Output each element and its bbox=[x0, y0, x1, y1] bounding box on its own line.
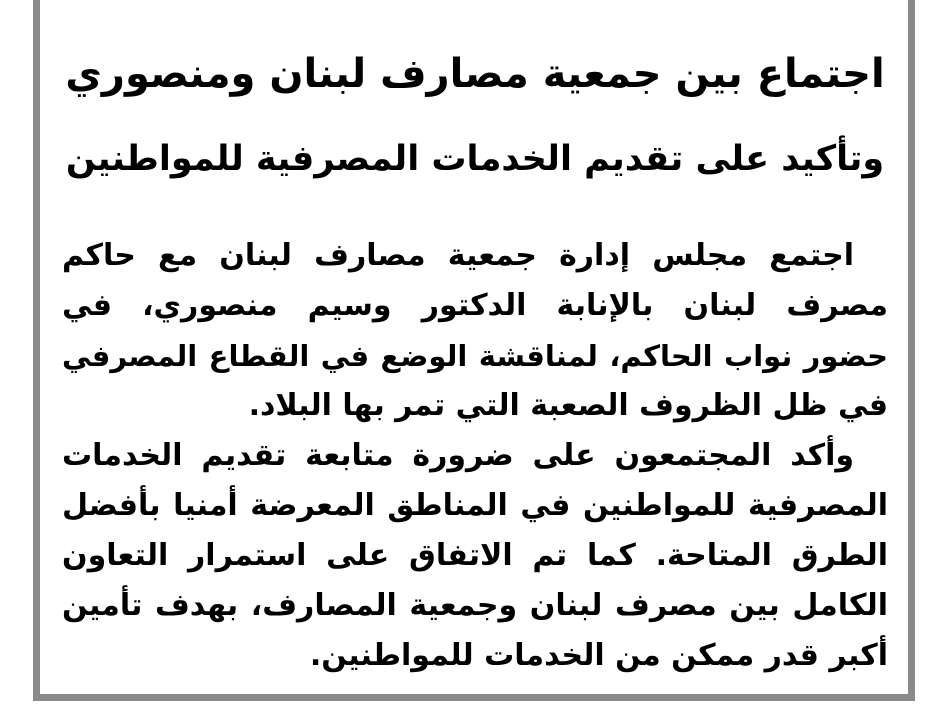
body-line-7: الطرق المتاحة. كما تم الاتفاق على استمرار التعاون bbox=[62, 538, 888, 573]
article-body bbox=[62, 236, 888, 673]
headline-line-1: اجتماع بين جمعية مصارف لبنان ومنصوري bbox=[65, 51, 885, 97]
body-line-4: في ظل الظروف الصعبة التي تمر بها البلاد. bbox=[248, 388, 888, 423]
body-line-8: الكامل بين مصرف لبنان وجمعية المصارف، بهدف تأمين bbox=[62, 588, 888, 623]
body-line-5: وأكد المجتمعون على ضرورة متابعة تقديم الخدمات bbox=[62, 438, 854, 473]
body-line-6: المصرفية للمواطنين في المناطق المعرضة أمنيا بأفضل bbox=[62, 488, 888, 523]
body-line-1: اجتمع مجلس إدارة جمعية مصارف لبنان مع حاكم bbox=[62, 238, 854, 273]
headline-line-2: وتأكيد على تقديم الخدمات المصرفية للمواطنين bbox=[65, 139, 885, 179]
body-line-9: أكبر قدر ممكن من الخدمات للمواطنين. bbox=[309, 638, 888, 673]
body-line-2: مصرف لبنان بالإنابة الدكتور وسيم منصوري، في bbox=[62, 288, 888, 323]
body-line-3: حضور نواب الحاكم، لمناقشة الوضع في القطاع المصرفي bbox=[62, 339, 888, 373]
